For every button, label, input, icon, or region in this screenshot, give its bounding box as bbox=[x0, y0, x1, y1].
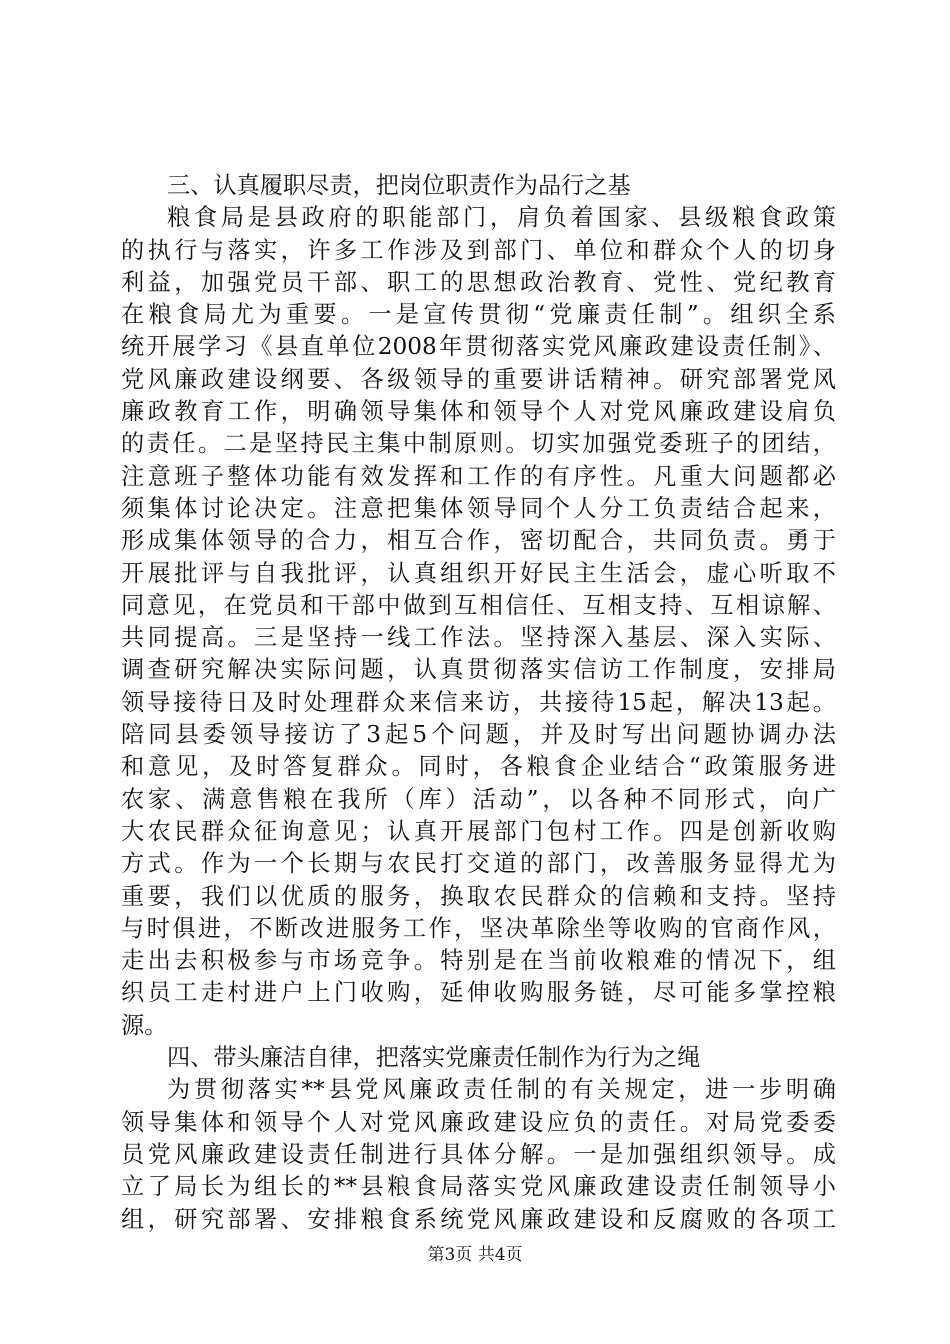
paragraph-line: 共同提高。三是坚持一线工作法。坚持深入基层、深入实际、 bbox=[121, 624, 836, 652]
paragraph-line: 走出去积极参与市场竞争。特别是在当前收粮难的情况下，组 bbox=[121, 947, 836, 975]
paragraph-line: 与时俱进，不断改进服务工作，坚决革除坐等收购的官商作风， bbox=[121, 914, 836, 942]
paragraph-line: 的责任。二是坚持民主集中制原则。切实加强党委班子的团结， bbox=[121, 430, 836, 458]
paragraph-line: 员党风廉政建设责任制进行具体分解。一是加强组织领导。成 bbox=[121, 1140, 836, 1168]
page-footer bbox=[0, 1244, 950, 1266]
paragraph-line: 为贯彻落实**县党风廉政责任制的有关规定，进一步明确 bbox=[167, 1076, 836, 1104]
paragraph-line: 源。 bbox=[121, 1011, 168, 1039]
page-number-label: 第3页 共4页 bbox=[427, 1245, 523, 1265]
paragraph-line: 注意班子整体功能有效发挥和工作的有序性。凡重大问题都必 bbox=[121, 462, 836, 490]
section-heading: 三、认真履职尽责，把岗位职责作为品行之基 bbox=[167, 172, 631, 199]
paragraph-line: 调查研究解决实际问题，认真贯彻落实信访工作制度，安排局 bbox=[121, 656, 836, 684]
paragraph-line: 立了局长为组长的**县粮食局落实党风廉政建设责任制领导小 bbox=[121, 1173, 836, 1201]
paragraph-line: 大农民群众征询意见；认真开展部门包村工作。四是创新收购 bbox=[121, 817, 836, 845]
paragraph-line: 的执行与落实，许多工作涉及到部门、单位和群众个人的切身 bbox=[121, 236, 836, 264]
paragraph-line: 领导接待日及时处理群众来信来访，共接待15起，解决13起。 bbox=[121, 688, 836, 716]
paragraph-line: 重要，我们以优质的服务，换取农民群众的信赖和支持。坚持 bbox=[121, 882, 836, 910]
paragraph-line: 领导集体和领导个人对党风廉政建设应负的责任。对局党委委 bbox=[121, 1108, 836, 1136]
paragraph-line: 形成集体领导的合力，相互合作，密切配合，共同负责。勇于 bbox=[121, 527, 836, 555]
paragraph-line: 方式。作为一个长期与农民打交道的部门，改善服务显得尤为 bbox=[121, 850, 836, 878]
paragraph-line: 同意见，在党员和干部中做到互相信任、互相支持、互相谅解、 bbox=[121, 591, 836, 619]
paragraph-line: 利益，加强党员干部、职工的思想政治教育、党性、党纪教育 bbox=[121, 268, 836, 296]
paragraph-line: 廉政教育工作，明确领导集体和领导个人对党风廉政建设肩负 bbox=[121, 398, 836, 426]
section-heading: 四、带头廉洁自律，把落实党廉责任制作为行为之绳 bbox=[167, 1044, 701, 1072]
paragraph-line: 农家、满意售粮在我所（库）活动”，以各种不同形式，向广 bbox=[121, 785, 836, 813]
paragraph-line: 陪同县委领导接访了3起5个问题，并及时写出问题协调办法 bbox=[121, 721, 836, 749]
paragraph-line: 粮食局是县政府的职能部门，肩负着国家、县级粮食政策 bbox=[167, 204, 836, 232]
paragraph-line: 开展批评与自我批评，认真组织开好民主生活会，虚心听取不 bbox=[121, 559, 836, 587]
paragraph-line: 组，研究部署、安排粮食系统党风廉政建设和反腐败的各项工 bbox=[121, 1205, 836, 1233]
paragraph-line: 和意见，及时答复群众。同时，各粮食企业结合“政策服务进 bbox=[121, 753, 836, 781]
paragraph-line: 统开展学习《县直单位2008年贯彻落实党风廉政建设责任制》、 bbox=[121, 333, 836, 361]
paragraph-line: 在粮食局尤为重要。一是宣传贯彻“党廉责任制”。组织全系 bbox=[121, 301, 836, 329]
paragraph-line: 党风廉政建设纲要、各级领导的重要讲话精神。研究部署党风 bbox=[121, 365, 836, 393]
paragraph-line: 须集体讨论决定。注意把集体领导同个人分工负责结合起来， bbox=[121, 494, 836, 522]
document-body bbox=[121, 170, 836, 1236]
paragraph-line: 织员工走村进户上门收购，延伸收购服务链，尽可能多掌控粮 bbox=[121, 979, 836, 1007]
